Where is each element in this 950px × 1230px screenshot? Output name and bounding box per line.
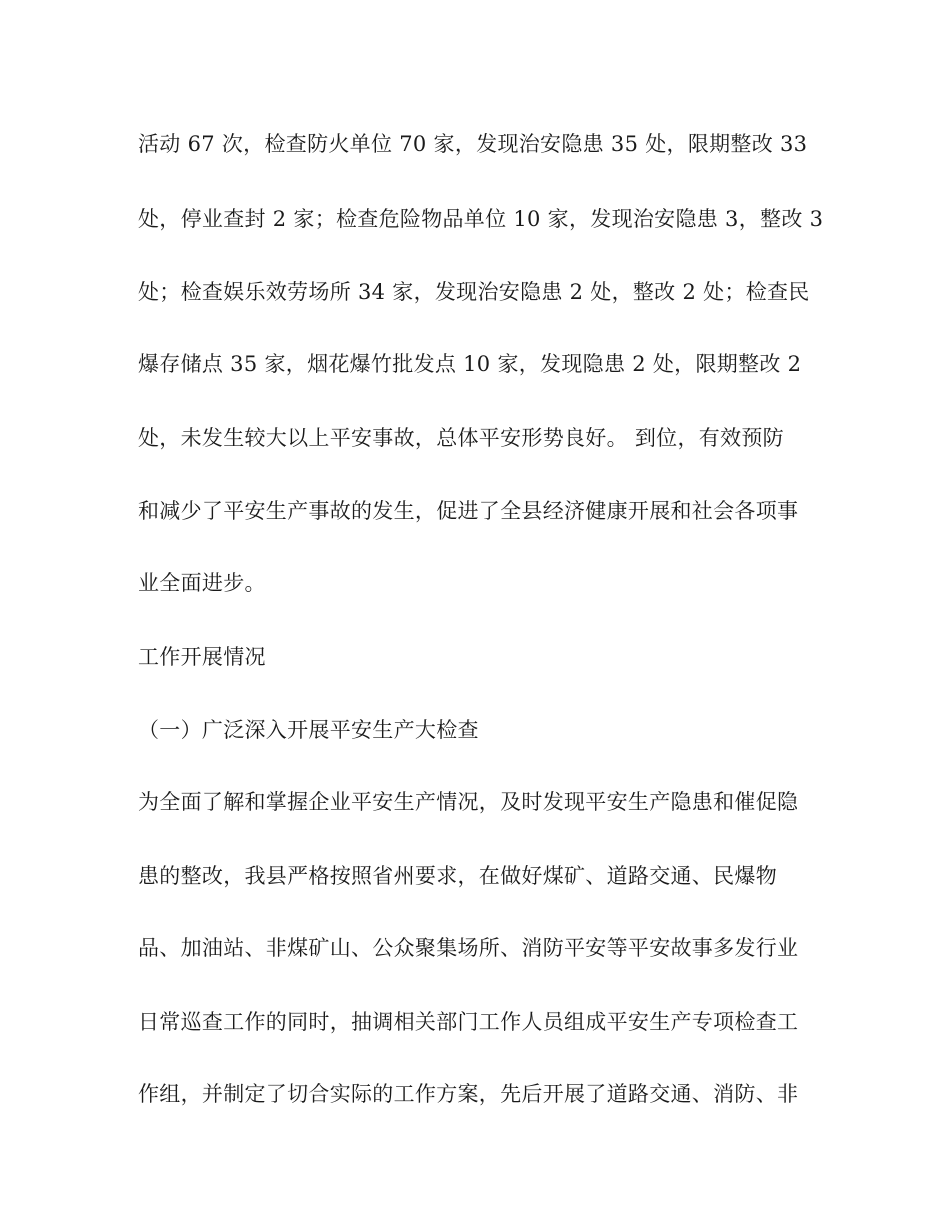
paragraph-line: 日常巡查工作的同时，抽调相关部门工作人员组成平安生产专项检查工 [138,1010,799,1034]
paragraph-line: 处，未发生较大以上平安事故，总体平安形势良好。 到位，有效预防 [138,426,784,450]
paragraph-line: 爆存储点 35 家，烟花爆竹批发点 10 家，发现隐患 2 处，限期整改 2 [138,352,802,376]
paragraph-line: 处；检查娱乐效劳场所 34 家，发现治安隐患 2 处，整改 2 处；检查民 [138,280,810,304]
paragraph-line: 为全面了解和掌握企业平安生产情况，及时发现平安生产隐患和催促隐 [138,790,799,814]
paragraph-line: 处，停业查封 2 家；检查危险物品单位 10 家，发现治安隐患 3，整改 3 [138,207,824,231]
paragraph-line: 作组，并制定了切合实际的工作方案，先后开展了道路交通、消防、非 [138,1082,799,1106]
paragraph-line: 业全面进步。 [138,571,266,595]
paragraph-line: 品、加油站、非煤矿山、公众聚集场所、消防平安等平安故事多发行业 [138,936,799,960]
paragraph-line: 活动 67 次，检查防火单位 70 家，发现治安隐患 35 处，限期整改 33 [138,132,808,156]
subsection-heading: （一）广泛深入开展平安生产大检查 [138,718,479,742]
paragraph-line: 患的整改，我县严格按照省州要求，在做好煤矿、道路交通、民爆物 [138,864,777,888]
section-heading: 工作开展情况 [138,645,266,669]
paragraph-line: 和减少了平安生产事故的发生，促进了全县经济健康开展和社会各项事 [138,499,799,523]
